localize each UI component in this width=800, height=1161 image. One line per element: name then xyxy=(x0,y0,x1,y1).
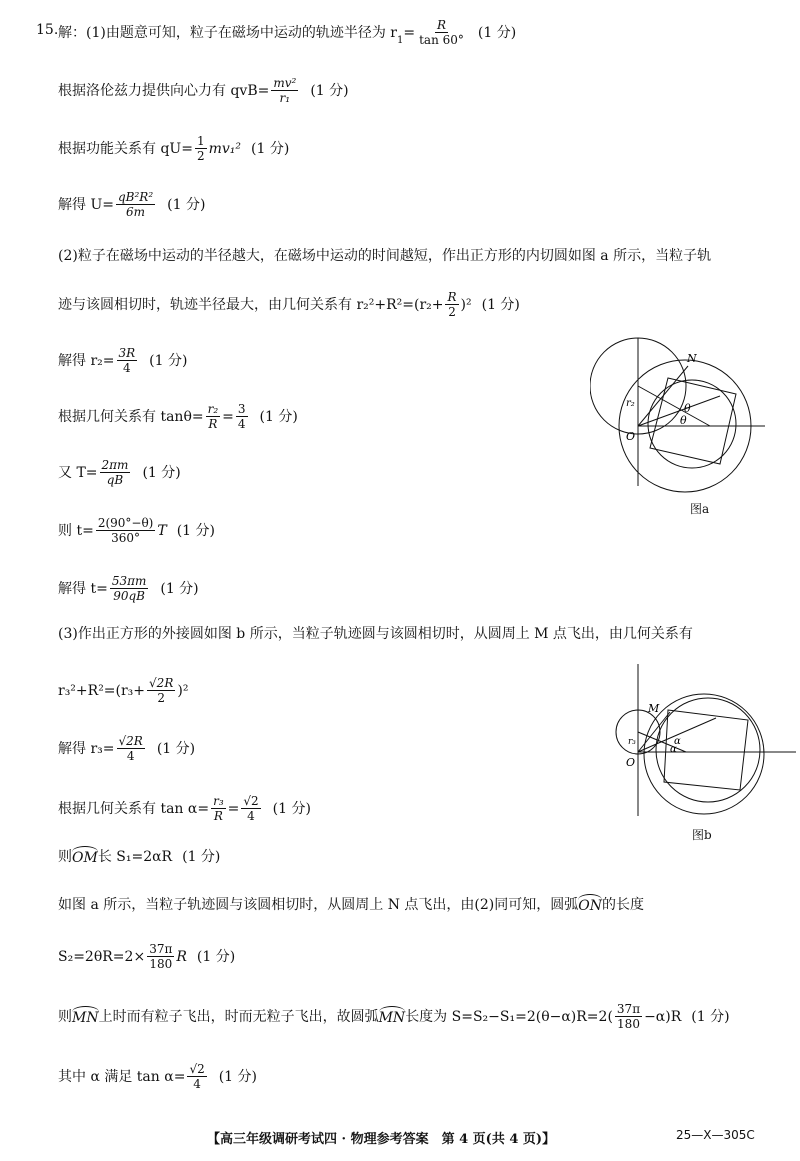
figure-a-label-O: O xyxy=(626,430,636,443)
line-20 xyxy=(58,1062,257,1091)
line-2-fraction: $\frac{\text{mv²}}{\text{r₁}}$ xyxy=(273,76,297,105)
line-14 xyxy=(58,734,195,763)
line-20-fraction: $\frac{√2}{4}$ xyxy=(189,1062,205,1091)
line-6-score: (1 分) xyxy=(481,296,520,313)
line-8-fraction-2: $\frac{3}{4}$ xyxy=(237,402,246,431)
line-19-score: (1 分) xyxy=(691,1008,730,1025)
line-19-arc-1: MN xyxy=(72,1006,99,1028)
line-1-eq: = xyxy=(403,24,416,41)
line-19-fraction: $\frac{37\pi}{180}$ xyxy=(616,1002,641,1031)
line-1 xyxy=(58,18,516,51)
line-3 xyxy=(58,134,289,163)
line-15-text: 根据几何关系有 tan α= xyxy=(58,800,210,817)
line-2-text: 根据洛伦兹力提供向心力有 qvB= xyxy=(58,82,270,99)
line-3-fraction: $\frac{1}{2}$ xyxy=(196,134,205,163)
line-15 xyxy=(58,794,311,823)
figure-a-label-theta-2: θ xyxy=(680,414,687,427)
line-13-tail: )² xyxy=(177,682,189,699)
line-19-tail: −α)R xyxy=(644,1008,682,1025)
line-1-text: 解：(1)由题意可知，粒子在磁场中运动的轨迹半径为 r xyxy=(58,24,397,41)
line-6-fraction: $\frac{R}{2}$ xyxy=(447,290,457,319)
line-8-text: 根据几何关系有 tanθ= xyxy=(58,408,204,425)
line-19-mid: 上时而有粒子飞出，时而无粒子飞出，故圆弧 xyxy=(98,1008,379,1025)
line-10-score: (1 分) xyxy=(176,522,215,539)
line-16 xyxy=(58,846,220,868)
line-18-text: S₂=2θR=2× xyxy=(58,948,146,965)
figure-b-caption: 图b xyxy=(692,828,712,842)
figure-a-radius-2 xyxy=(638,386,710,426)
line-17-pre: 如图 a 所示，当粒子轨迹圆与该圆相切时，从圆周上 N 点飞出，由(2)同可知，圆弧 xyxy=(58,897,579,913)
figure-a-label-theta-1: θ xyxy=(684,402,691,415)
line-12: (3)作出正方形的外接圆如图 b 所示，当粒子轨迹圆与该圆相切时，从圆周上 M 点飞出，由几何关系有 xyxy=(58,626,693,642)
line-8 xyxy=(58,402,298,431)
line-15-score: (1 分) xyxy=(272,800,311,817)
line-13 xyxy=(58,676,188,705)
line-14-text: 解得 r₃= xyxy=(58,740,115,757)
line-2-score: (1 分) xyxy=(310,82,349,99)
footer-code: 25—X—305C xyxy=(676,1128,755,1142)
problem-number: 15. xyxy=(36,22,59,38)
line-15-fraction-2: $\frac{√2}{4}$ xyxy=(243,794,259,823)
line-4-fraction: $\frac{\text{qB²R²}}{6m}$ xyxy=(117,190,154,219)
line-7-score: (1 分) xyxy=(149,352,188,369)
line-8-eq: = xyxy=(222,408,234,425)
figure-a-caption: 图a xyxy=(690,502,710,516)
line-19-arc-2: MN xyxy=(379,1006,406,1028)
line-13-fraction: $\frac{√2R}{2}$ xyxy=(149,676,174,705)
line-3-text: 根据功能关系有 qU= xyxy=(58,140,193,157)
line-18-tail: R xyxy=(176,948,187,965)
line-15-eq: = xyxy=(227,800,240,817)
line-10-fraction: $\frac{2(90^\circ-\theta)}{360^\circ}$ xyxy=(97,516,154,545)
line-7-text: 解得 r₂= xyxy=(58,352,115,369)
line-6-text: 迹与该圆相切时，轨迹半径最大，由几何关系有 r₂²+R²=(r₂+ xyxy=(58,296,444,313)
line-16-text: 长 S₁=2αR xyxy=(97,849,173,865)
figure-b-outer-circle xyxy=(644,694,764,814)
line-10-text: 则 t= xyxy=(58,522,94,539)
line-1-score: (1 分) xyxy=(477,24,517,41)
line-1-sub: 1 xyxy=(396,34,404,46)
figure-b-label-alpha-1: α xyxy=(674,736,681,747)
line-11 xyxy=(58,574,199,603)
line-20-score: (1 分) xyxy=(218,1068,257,1085)
line-3-tail: mv₁² xyxy=(208,140,242,157)
line-14-fraction: $\frac{√2R}{4}$ xyxy=(118,734,143,763)
line-17-arc: ON xyxy=(578,894,602,916)
figure-a xyxy=(590,336,790,496)
line-11-text: 解得 t= xyxy=(58,580,108,597)
line-17 xyxy=(58,894,644,916)
line-18-score: (1 分) xyxy=(196,948,236,965)
line-6-tail: )² xyxy=(460,296,472,313)
line-16-pre: 则 xyxy=(58,849,72,865)
line-1-fraction: $\frac{R}{\tan 60^\circ}$ xyxy=(419,18,464,47)
line-16-arc: OM xyxy=(72,846,98,868)
line-11-score: (1 分) xyxy=(160,580,199,597)
line-11-fraction: $\frac{53\pi m}{90qB}$ xyxy=(111,574,147,603)
figure-b-label-O: O xyxy=(626,756,636,769)
line-8-score: (1 分) xyxy=(259,408,298,425)
figure-b-label-r3: r₃ xyxy=(628,737,636,747)
line-16-score: (1 分) xyxy=(182,849,221,865)
line-9-fraction: $\frac{2\pi m}{qB}$ xyxy=(101,458,129,487)
line-17-text: 的长度 xyxy=(601,897,644,913)
line-13-text: r₃²+R²=(r₃+ xyxy=(58,682,146,699)
line-4 xyxy=(58,190,205,219)
line-4-score: (1 分) xyxy=(167,196,206,213)
line-19-pre: 则 xyxy=(58,1008,72,1025)
figure-b-radius-1 xyxy=(638,712,670,752)
line-10 xyxy=(58,516,215,545)
line-10-tail: T xyxy=(157,522,167,539)
line-19 xyxy=(58,1002,730,1031)
line-8-fraction-1: $\frac{\text{r₂}}{R}$ xyxy=(207,402,219,431)
line-6 xyxy=(58,290,520,319)
line-14-score: (1 分) xyxy=(156,740,196,757)
figure-b-label-M: M xyxy=(648,702,660,715)
line-18 xyxy=(58,942,235,971)
figure-b xyxy=(608,660,800,820)
figure-a-label-r2: r₂ xyxy=(626,398,635,409)
figure-a-label-N: N xyxy=(687,352,697,365)
line-9 xyxy=(58,458,181,487)
figure-a-inscribed-circle xyxy=(648,380,736,468)
line-9-text: 又 T= xyxy=(58,464,98,481)
line-4-text: 解得 U= xyxy=(58,196,114,213)
line-19-mid-2: 长度为 S=S₂−S₁=2(θ−α)R=2( xyxy=(405,1008,613,1025)
line-20-text: 其中 α 满足 tan α= xyxy=(58,1068,186,1085)
line-7 xyxy=(58,346,187,375)
line-18-fraction: $\frac{37\pi}{180}$ xyxy=(149,942,173,971)
line-3-score: (1 分) xyxy=(251,140,290,157)
line-2 xyxy=(58,76,349,105)
line-7-fraction: $\frac{3R}{4}$ xyxy=(118,346,136,375)
line-9-score: (1 分) xyxy=(142,464,181,481)
figure-b-label-alpha-2: α xyxy=(670,744,677,755)
footer-title: 【高三年级调研考试四 · 物理参考答案 第 4 页(共 4 页)】 xyxy=(207,1132,556,1147)
line-15-fraction-1: $\frac{\text{r₃}}{R}$ xyxy=(213,794,224,823)
line-5: (2)粒子在磁场中运动的半径越大，在磁场中运动的时间越短，作出正方形的内切圆如图 a 所示，当粒子轨 xyxy=(58,248,712,264)
